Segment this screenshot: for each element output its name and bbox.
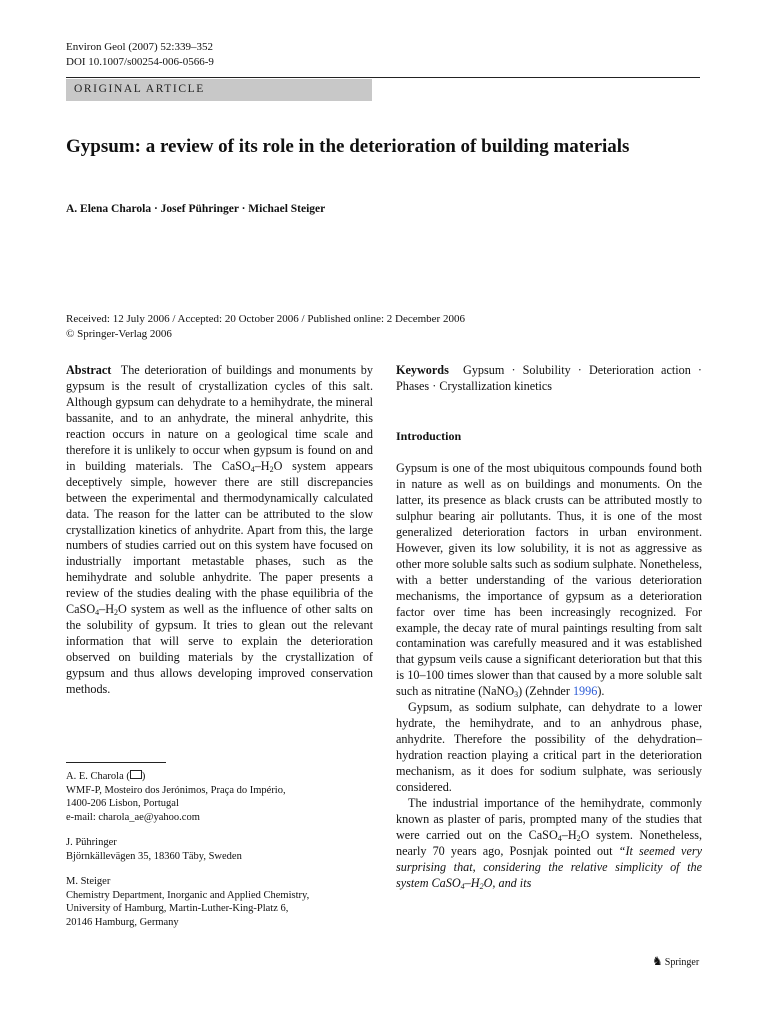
doi-line: DOI 10.1007/s00254-006-0566-9 xyxy=(66,56,214,68)
abstract-text: The deterioration of buildings and monuments by gypsum is the result of crystallization cycles of this salt. Although gypsum can dehydrate to a hemihydrate, the mineral bassanite, and to an anhydrate, the mineral anhydrite, this reaction occurs in nature on a geological time scale and therefore it is unlikely to occur when gypsum is found on and in building materials. The CaSO xyxy=(66,363,373,473)
paragraph: Gypsum, as sodium sulphate, can dehydrate to a lower hydrate, the hemihydrate, and to an anhydrous phase, anhydrite. Therefore the possibility of the dehydration–hydration reaction playing a critical part in the deterioration mechanism, as it does for sodium sulphate, was seriously considered. xyxy=(396,700,702,795)
publication-dates xyxy=(66,312,465,342)
introduction-body xyxy=(396,461,702,892)
publisher-mark xyxy=(652,954,699,969)
article-type-label: ORIGINAL ARTICLE xyxy=(74,83,205,95)
affiliation-line: 1400-206 Lisbon, Portugal xyxy=(66,798,179,809)
history-dates: Received: 12 July 2006 / Accepted: 20 October 2006 / Published online: 2 December 2006 xyxy=(66,313,465,325)
abstract-text: O system appears deceptively simple, however there are still discrepancies between the experimental and thermodynamically calculated data. The reason for the latter can be attributed to the slow crystallization kinetics of anhydrite. Apart from this, the large numbers of studies carried out on this system have focused on industrially important metastable phases, such as the hemihydrate and soluble anhydrite. The paper presents a review of the studies dealing with the phase equilibria of the CaSO xyxy=(66,458,373,617)
affiliation-line: 20146 Hamburg, Germany xyxy=(66,916,179,928)
paragraph: Gypsum is one of the most ubiquitous compounds found both in nature as well as on buildings and monuments. On the latter, its presence as black crusts can be attributed mostly to sulphur bearing air pollutants. Thus, it is one of the most generalized deterioration factors in urban environment. However, given its low solubility, it is not as aggressive as other more soluble salts such as sodium sulphate. Nonetheless, with a better understanding of the various deterioration mechanisms, the importance of gypsum as a deterioration factor over time has been increasingly recognized. For example, the decay rate of mural paintings resulting from salt contamination was carefully measured and it was established that gypsum veils cause a significant deterioration but that this is 10–100 times slower than that caused by a more soluble salt such as nitratine (NaNO$_3$) (Zehnder 1996). xyxy=(396,461,702,700)
abstract-text: –H xyxy=(99,602,115,617)
keywords-heading: Keywords xyxy=(396,363,449,377)
affiliation-line: University of Hamburg, Martin-Luther-King-Platz 6, xyxy=(66,903,289,914)
affiliation-puhringer xyxy=(66,836,376,863)
subscript: 2 xyxy=(114,608,119,618)
abstract-heading: Abstract xyxy=(66,363,112,377)
affiliation-charola xyxy=(66,770,376,824)
copyright-line: © Springer-Verlag 2006 xyxy=(66,328,172,340)
affiliation-name: A. E. Charola ( ) xyxy=(66,771,146,782)
publisher-name: Springer xyxy=(664,957,700,968)
citation-link[interactable]: 1996 xyxy=(572,684,598,699)
subscript: 4 xyxy=(95,608,100,618)
subscript: 2 xyxy=(269,464,274,474)
author-list: A. Elena Charola · Josef Pühringer · Michael Steiger xyxy=(66,203,326,215)
affiliation-name: J. Pühringer xyxy=(66,837,117,848)
springer-horse-icon: ♞ xyxy=(652,954,663,968)
journal-citation-line: Environ Geol (2007) 52:339–352 xyxy=(66,41,213,53)
header-rule xyxy=(66,77,700,78)
article-type-band xyxy=(66,79,372,101)
subscript: 4 xyxy=(250,464,255,474)
affiliation-name: M. Steiger xyxy=(66,876,111,887)
keywords xyxy=(396,363,702,395)
introduction-heading: Introduction xyxy=(396,429,462,443)
abstract-text: O system as well as the influence of other salts on the solubility of gypsum. It tries to glean out the relevant information that will serve to explain the deterioration observed on building materials by the crystallization of gypsum and thus allows developing improved conservation methods. xyxy=(66,602,373,697)
abstract-text: –H xyxy=(254,458,270,473)
footnote-rule xyxy=(66,762,166,763)
affiliation-line: Björnkällevägen 35, 18360 Täby, Sweden xyxy=(66,850,242,862)
envelope-icon xyxy=(130,770,142,779)
paragraph: The industrial importance of the hemihydrate, commonly known as plaster of paris, prompted many of the studies that were carried out on the $CaSO_4-H_2O$ system. Nonetheless, nearly 70 years ago, Posnjak pointed out “It seemed very surprising that, considering the relative simplicity of the system $CaSO_4-H_2O$, and its xyxy=(396,796,702,891)
email-link[interactable]: e-mail: charola_ae@yahoo.com xyxy=(66,811,200,823)
article-title: Gypsum: a review of its role in the deterioration of building materials xyxy=(66,136,630,157)
affiliation-line: WMF-P, Mosteiro dos Jerónimos, Praça do Império, xyxy=(66,784,286,796)
abstract xyxy=(66,363,373,698)
affiliation-line: Chemistry Department, Inorganic and Applied Chemistry, xyxy=(66,889,310,901)
affiliation-steiger xyxy=(66,875,376,929)
journal-citation xyxy=(66,40,214,70)
keywords-text: Gypsum · Solubility · Deterioration action · Phases · Crystallization kinetics xyxy=(396,363,702,393)
